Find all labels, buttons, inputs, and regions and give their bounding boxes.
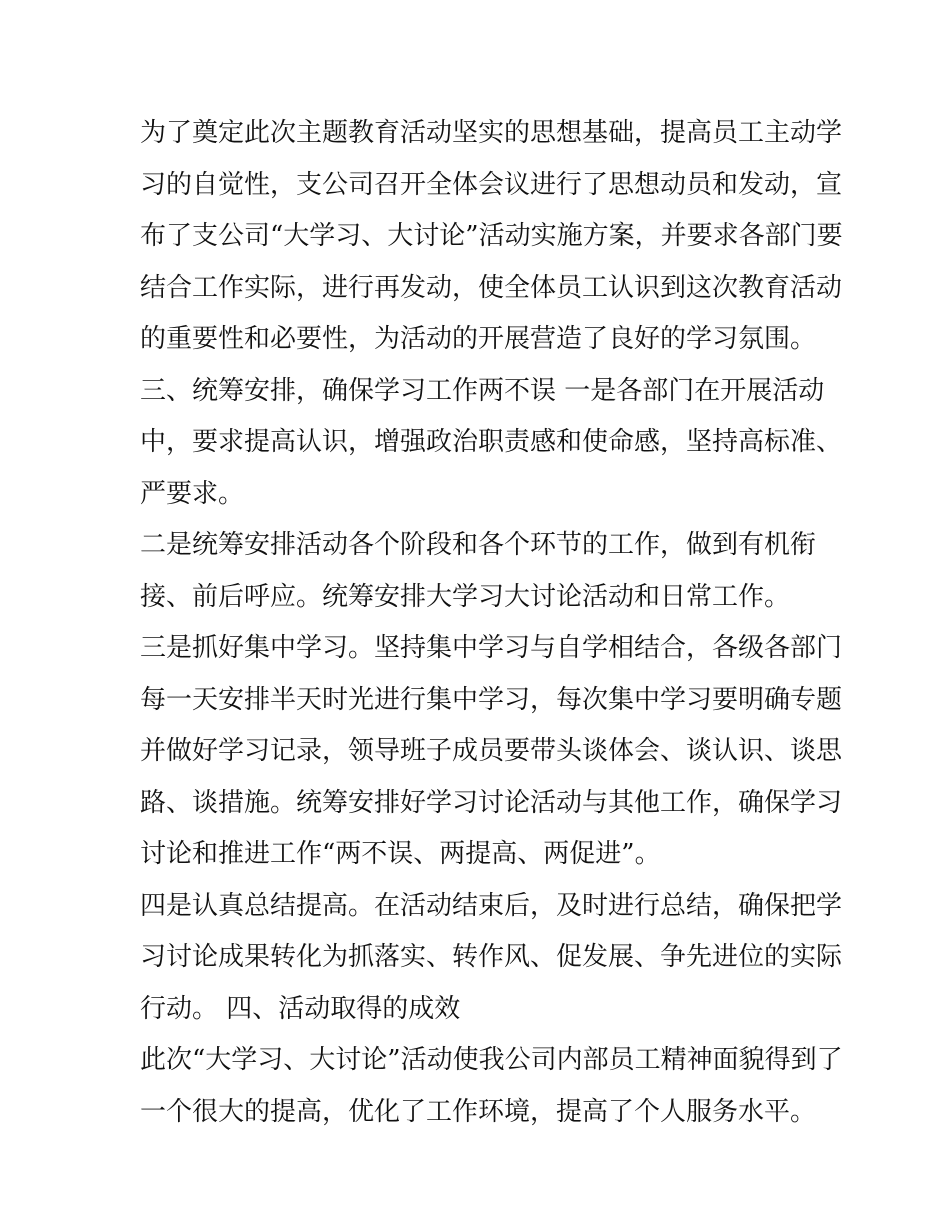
text-line-7: 中，要求提高认识，增强政治职责感和使命感，坚持高标准、 — [140, 427, 843, 457]
text-line-4: 结合工作实际，进行再发动，使全体员工认识到这次教育活动 — [140, 272, 843, 303]
text-line-8: 严要求。 — [140, 478, 245, 509]
text-line-13: 并做好学习记录，领导班子成员要带头谈体会、谈认识、谈思 — [140, 736, 843, 766]
text-line-20: 一个很大的提高，优化了工作环境，提高了个人服务水平。 — [140, 1096, 817, 1127]
text-line-12: 每一天安排半天时光进行集中学习，每次集中学习要明确专题 — [140, 684, 843, 715]
text-line-10: 接、前后呼应。统筹安排大学习大讨论活动和日常工作。 — [140, 581, 791, 612]
text-line-9: 二是统筹安排活动各个阶段和各个环节的工作，做到有机衔 — [140, 530, 817, 560]
text-line-5: 的重要性和必要性，为活动的开展营造了良好的学习氛围。 — [140, 324, 817, 354]
text-line-1: 为了奠定此次主题教育活动坚实的思想基础，提高员工主动学 — [140, 118, 843, 148]
text-line-17: 习讨论成果转化为抓落实、转作风、促发展、争先进位的实际 — [140, 942, 843, 972]
text-line-2: 习的自觉性，支公司召开全体会议进行了思想动员和发动，宣 — [140, 169, 843, 200]
text-line-6: 三、统筹安排，确保学习工作两不误 一是各部门在开展活动 — [140, 375, 825, 406]
text-line-15: 讨论和推进工作“两不误、两提高、两促进”。 — [140, 839, 661, 869]
text-line-14: 路、谈措施。统筹安排好学习讨论活动与其他工作，确保学习 — [140, 787, 843, 818]
text-line-16: 四是认真总结提高。在活动结束后，及时进行总结，确保把学 — [140, 890, 843, 921]
text-line-19: 此次“大学习、大讨论”活动使我公司内部员工精神面貌得到了 — [140, 1045, 843, 1075]
body-text — [140, 108, 843, 1138]
text-line-3: 布了支公司“大学习、大讨论”活动实施方案，并要求各部门要 — [140, 221, 843, 251]
text-line-11: 三是抓好集中学习。坚持集中学习与自学相结合，各级各部门 — [140, 633, 843, 663]
text-line-18: 行动。 四、活动取得的成效 — [140, 993, 461, 1024]
